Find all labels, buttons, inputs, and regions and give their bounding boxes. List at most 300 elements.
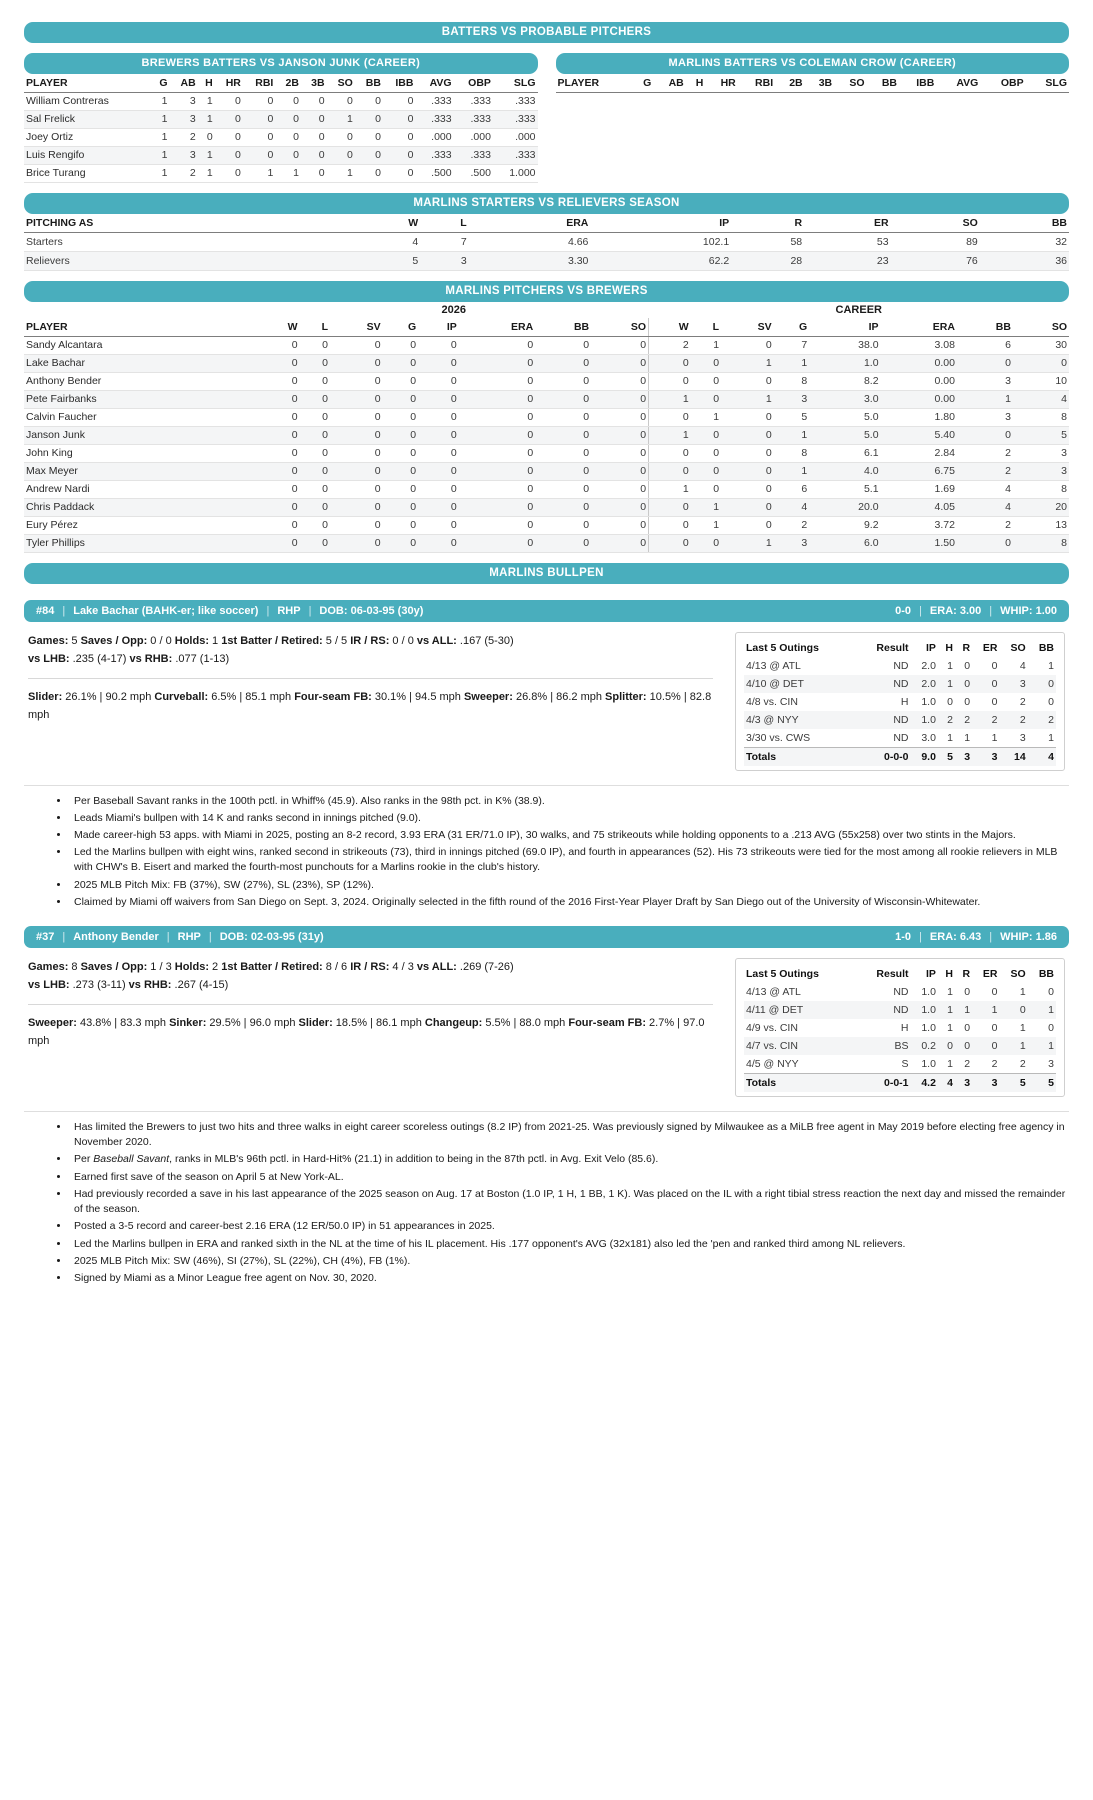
stat-cell: 76 <box>891 251 980 270</box>
column-header-ip: IP <box>590 214 731 233</box>
player-era: ERA: 6.43 <box>929 931 982 944</box>
stat-cell: 1.000 <box>493 164 538 182</box>
stat-cell: 1 <box>198 164 215 182</box>
banner-marlins-batters: MARLINS BATTERS VS COLEMAN CROW (CAREER) <box>556 53 1070 74</box>
stat-cell: 0 <box>300 390 330 408</box>
stat-cell: 0 <box>591 354 648 372</box>
outing-stat: 0 <box>947 695 953 708</box>
stat-cell: 0 <box>275 146 301 164</box>
outing-stat: 1.0 <box>921 1022 936 1035</box>
stat-cell: 0 <box>300 336 330 354</box>
column-header-so: SO <box>1010 641 1026 654</box>
player-notes-list <box>24 1120 1069 1286</box>
stat-cell: 53 <box>804 232 890 251</box>
stat-cell: 0 <box>300 498 330 516</box>
outing-row <box>744 693 1056 711</box>
stat-cell: 0 <box>535 480 591 498</box>
stat-cell: 0 <box>259 534 300 552</box>
stat-cell: 8 <box>1013 408 1069 426</box>
stat-cell: 0.00 <box>881 372 957 390</box>
note-item: • Posted a 3-5 record and career-best 2.16 ERA (12 ER/50.0 IP) in 51 appearances in 2025. <box>70 1219 1069 1234</box>
stat-cell: 0 <box>649 354 691 372</box>
column-header-so: SO <box>1010 968 1026 981</box>
outing-stat: 0 <box>991 986 998 999</box>
column-header-career-ip: IP <box>809 318 880 336</box>
stat-cell: 0 <box>301 164 327 182</box>
outing-row <box>744 1055 1056 1074</box>
stat-cell: 3 <box>170 146 198 164</box>
column-header-career-w: W <box>649 318 691 336</box>
stat-cell: 0 <box>330 354 383 372</box>
stat-cell: 5 <box>774 408 810 426</box>
stat-cell: 0 <box>535 516 591 534</box>
stat-cell: 8 <box>774 372 810 390</box>
stat-cell: 0 <box>383 480 419 498</box>
stat-cell: 1 <box>721 354 774 372</box>
stat-cell: 7 <box>420 232 468 251</box>
outing-stat: 1.0 <box>921 1058 936 1071</box>
stat-cell: 6.1 <box>809 444 880 462</box>
outings-total-cell: Totals <box>744 1074 857 1093</box>
stat-cell: 1 <box>152 146 170 164</box>
outing-stat: 2 <box>991 1058 998 1071</box>
column-header-season-l: L <box>300 318 330 336</box>
column-header-bb: BB <box>1038 968 1054 981</box>
stat-cell: 0 <box>215 128 243 146</box>
player-throwing-hand: RHP <box>177 931 201 944</box>
stat-label: vs RHB: <box>129 652 173 665</box>
stat-cell: 0 <box>243 92 275 110</box>
stat-cell: 1.0 <box>809 354 880 372</box>
group-header-spacer <box>24 302 259 319</box>
column-header-season-era: ERA <box>459 318 535 336</box>
table-row <box>24 110 538 128</box>
player-card-stats <box>28 632 713 771</box>
note-item: • Has limited the Brewers to just two hits and three walks in eight career scoreless outings (8.2 IP) from 2021-25. Was previously signed by Milwaukee as a MiLB free agent in May 2019 before electing free agency in November 2020. <box>70 1120 1069 1150</box>
banner-marlins-bullpen: MARLINS BULLPEN <box>24 563 1069 584</box>
stat-cell: 1 <box>152 110 170 128</box>
stat-cell: .333 <box>415 146 453 164</box>
stat-cell: 0 <box>418 498 459 516</box>
column-header-slg: SLG <box>493 74 538 92</box>
table-row <box>24 426 1069 444</box>
column-header-result: Result <box>876 968 909 981</box>
stat-label: Holds: <box>174 634 209 647</box>
stat-cell: 0 <box>383 516 419 534</box>
column-header-2b: 2B <box>775 74 805 92</box>
stat-cell: 0 <box>383 164 415 182</box>
outing-stat: 2.0 <box>921 659 936 672</box>
stat-cell: 0 <box>418 372 459 390</box>
outings-total-cell: 4.2 <box>911 1074 938 1093</box>
outing-stat: BS <box>894 1040 909 1053</box>
note-item: • Made career-high 53 apps. with Miami in 2025, posting an 8-2 record, 3.93 ERA (31 ER/71.0 IP), 30 walks, and 75 strikeouts while holding opponents to a .213 AVG (55x258) over two stints in the Majors. <box>70 828 1069 843</box>
stat-cell: 0 <box>383 336 419 354</box>
stat-cell: 0 <box>259 426 300 444</box>
divider: | <box>919 604 922 617</box>
brewers-batters-panel <box>24 53 538 183</box>
outing-row <box>744 1001 1056 1019</box>
stat-cell: 0 <box>383 444 419 462</box>
stat-label: 1st Batter / Retired: <box>221 961 323 974</box>
table-row <box>24 146 538 164</box>
stat-label: vs LHB: <box>28 979 70 992</box>
stat-cell: 0 <box>300 462 330 480</box>
stat-cell: 8 <box>774 444 810 462</box>
stat-cell: 0 <box>300 372 330 390</box>
stat-label: Sinker: <box>169 1017 207 1030</box>
stat-cell: 5 <box>1013 426 1069 444</box>
stat-cell: 30 <box>1013 336 1069 354</box>
stat-cell: 4 <box>355 232 420 251</box>
note-item: • Leads Miami's bullpen with 14 K and ranks second in innings pitched (9.0). <box>70 811 1069 826</box>
outing-stat: 4 <box>1019 659 1026 672</box>
column-header-h: H <box>686 74 706 92</box>
row-label: Joey Ortiz <box>24 128 152 146</box>
player-name: Anthony Bender <box>73 931 159 944</box>
stat-cell: 0 <box>691 426 721 444</box>
stat-cell: 3.72 <box>881 516 957 534</box>
column-header-ip: IP <box>926 968 936 981</box>
note-item: • Led the Marlins bullpen with eight wins, ranked second in strikeouts (73), third in innings pitched (69.0 IP), and fourth in appearances (52). His 73 strikeouts were tied for the most among all rookie relievers in MLB with CHW's B. Eisert and marked the fourth-most punchouts for a Marlins rookie in the club's history. <box>70 845 1069 875</box>
stat-cell: 0 <box>418 408 459 426</box>
stat-cell: 32 <box>980 232 1069 251</box>
stat-cell: 0 <box>243 110 275 128</box>
stat-cell: 0 <box>418 390 459 408</box>
outing-stat: 1 <box>964 1004 971 1017</box>
row-label: Luis Rengifo <box>24 146 152 164</box>
outing-date: 4/9 vs. CIN <box>746 1022 798 1035</box>
player-card-header <box>24 600 1069 622</box>
column-header-bb: BB <box>867 74 899 92</box>
stat-cell: 3 <box>774 390 810 408</box>
stat-cell: 7 <box>774 336 810 354</box>
column-header-rbi: RBI <box>738 74 775 92</box>
player-notes <box>24 785 1069 911</box>
stat-label: vs ALL: <box>416 634 457 647</box>
stat-label: Games: <box>28 634 69 647</box>
outing-stat: 0 <box>991 677 998 690</box>
player-pitch-mix: Sweeper: 43.8% | 83.3 mph Sinker: 29.5% | 96.0 mph Slider: 18.5% | 86.1 mph Changeup: 5.5% | 88.0 mph Four-seam FB: 2.7% | 97.0 mph <box>28 1017 705 1048</box>
banner-brewers-batters: BREWERS BATTERS VS JANSON JUNK (CAREER) <box>24 53 538 74</box>
divider <box>28 1004 713 1005</box>
column-header-avg: AVG <box>415 74 453 92</box>
stat-cell: 6.0 <box>809 534 880 552</box>
player-dob: DOB: 06-03-95 (30y) <box>319 604 424 617</box>
stat-cell: 10 <box>1013 372 1069 390</box>
stat-cell: 1 <box>327 164 355 182</box>
outing-row <box>744 1037 1056 1055</box>
stat-cell: 1.50 <box>881 534 957 552</box>
stat-cell: 0 <box>459 336 535 354</box>
banner-batters-vs-probable-pitchers: BATTERS VS PROBABLE PITCHERS <box>24 22 1069 43</box>
last-5-outings-table <box>744 639 1056 766</box>
stat-label: Slider: <box>28 690 63 703</box>
stat-cell: 0 <box>301 146 327 164</box>
stat-cell: 0 <box>418 516 459 534</box>
stat-label: vs ALL: <box>416 961 457 974</box>
stat-cell: 36 <box>980 251 1069 270</box>
stat-cell: 1 <box>275 164 301 182</box>
column-header-obp: OBP <box>454 74 493 92</box>
outing-date: 4/8 vs. CIN <box>746 695 798 708</box>
player-card <box>24 600 1069 911</box>
outing-stat: 1 <box>991 731 998 744</box>
outing-stat: 2 <box>1048 713 1054 726</box>
column-header-career-bb: BB <box>957 318 1013 336</box>
stat-cell: 5.0 <box>809 426 880 444</box>
marlins-batters-panel <box>556 53 1070 183</box>
stat-label: vs RHB: <box>128 979 172 992</box>
stat-cell: 0 <box>259 480 300 498</box>
outings-total-cell: Totals <box>744 747 857 766</box>
column-header-h: H <box>945 968 953 981</box>
outing-row <box>744 657 1056 675</box>
column-header-player: PLAYER <box>24 74 152 92</box>
column-header-slg: SLG <box>1026 74 1069 92</box>
column-header-r: R <box>731 214 804 233</box>
outing-stat: 1 <box>1019 986 1026 999</box>
row-label: Starters <box>24 232 355 251</box>
stat-cell: 0 <box>418 336 459 354</box>
stat-cell: 6 <box>774 480 810 498</box>
table-row <box>24 390 1069 408</box>
table-row <box>24 444 1069 462</box>
outing-stat: 0 <box>991 659 998 672</box>
outing-stat: 1 <box>991 1004 998 1017</box>
column-header-so: SO <box>327 74 355 92</box>
outing-stat: 0 <box>1019 1004 1026 1017</box>
table-row <box>24 336 1069 354</box>
table-row <box>24 251 1069 270</box>
stat-cell: 0 <box>721 408 774 426</box>
stat-cell: 0 <box>721 516 774 534</box>
column-header-3b: 3B <box>805 74 835 92</box>
stat-cell: 0 <box>330 444 383 462</box>
player-card-identity <box>36 931 324 943</box>
row-label: Pete Fairbanks <box>24 390 259 408</box>
stat-cell: 0 <box>535 498 591 516</box>
outing-stat: 1 <box>947 677 953 690</box>
player-notes <box>24 1111 1069 1286</box>
column-header-ibb: IBB <box>899 74 936 92</box>
outing-stat: 1 <box>1048 1040 1054 1053</box>
stat-label: Four-seam FB: <box>568 1017 646 1030</box>
outing-row <box>744 711 1056 729</box>
column-header-season-ip: IP <box>418 318 459 336</box>
outing-stat: H <box>900 1022 909 1035</box>
outing-stat: 0 <box>964 1040 971 1053</box>
column-header-player: PLAYER <box>24 318 259 336</box>
stat-cell: 0 <box>721 498 774 516</box>
outing-stat: 1 <box>947 1022 953 1035</box>
stat-cell: 4 <box>774 498 810 516</box>
divider <box>28 678 713 679</box>
stat-label: Changeup: <box>424 1017 483 1030</box>
divider: | <box>208 931 212 944</box>
player-splits-line-2: vs LHB: .273 (3-11) vs RHB: .267 (4-15) <box>28 979 229 992</box>
outing-stat: 0.2 <box>921 1040 936 1053</box>
stat-cell: 1 <box>691 516 721 534</box>
stat-cell: 0 <box>691 372 721 390</box>
outing-row <box>744 729 1056 748</box>
player-card-identity <box>36 605 423 617</box>
stat-cell: 0 <box>259 516 300 534</box>
stat-cell: 0 <box>535 462 591 480</box>
stat-cell: 0 <box>300 354 330 372</box>
column-header-bb: BB <box>355 74 383 92</box>
stat-label: IR / RS: <box>350 634 390 647</box>
stat-label: 1st Batter / Retired: <box>221 634 323 647</box>
column-header-career-g: G <box>774 318 810 336</box>
row-label: William Contreras <box>24 92 152 110</box>
outing-date: 4/11 @ DET <box>746 1004 804 1017</box>
column-header-era: ERA <box>469 214 591 233</box>
stat-cell: 0 <box>383 390 419 408</box>
table-group-header-row <box>24 302 1069 319</box>
stat-cell: 0 <box>330 498 383 516</box>
stat-cell: 0 <box>691 354 721 372</box>
column-header-last-5-outings: Last 5 Outings <box>746 641 819 654</box>
table-row <box>24 232 1069 251</box>
marlins-batters-table <box>556 74 1070 93</box>
column-header-obp: OBP <box>980 74 1025 92</box>
stat-cell: 0 <box>591 390 648 408</box>
outing-stat: 0 <box>964 695 971 708</box>
outings-total-cell: 5 <box>1028 1074 1056 1093</box>
column-header-career-era: ERA <box>881 318 957 336</box>
stat-cell: 0 <box>459 372 535 390</box>
stat-cell: 0 <box>215 110 243 128</box>
stat-cell: 1 <box>152 92 170 110</box>
stat-cell: .333 <box>454 146 493 164</box>
column-header-pitching-as: PITCHING AS <box>24 214 355 233</box>
stat-cell: 0 <box>459 462 535 480</box>
outing-date: 4/7 vs. CIN <box>746 1040 798 1053</box>
stat-cell: 1.69 <box>881 480 957 498</box>
column-header-season-bb: BB <box>535 318 591 336</box>
stat-cell: 0 <box>459 480 535 498</box>
stat-cell: 0 <box>535 534 591 552</box>
row-label: Andrew Nardi <box>24 480 259 498</box>
stat-label: Curveball: <box>154 690 209 703</box>
table-row <box>24 128 538 146</box>
brewers-batters-table <box>24 74 538 183</box>
stat-cell: 0 <box>330 480 383 498</box>
stat-cell: 0 <box>300 480 330 498</box>
player-splits-line-2: vs LHB: .235 (4-17) vs RHB: .077 (1-13) <box>28 652 230 665</box>
outing-stat: 0 <box>947 1040 953 1053</box>
row-label: Chris Paddack <box>24 498 259 516</box>
stat-cell: 2 <box>649 336 691 354</box>
stat-cell: 0 <box>1013 354 1069 372</box>
player-pitch-mix: Slider: 26.1% | 90.2 mph Curveball: 6.5% | 85.1 mph Four-seam FB: 30.1% | 94.5 mph Sweeper: 26.8% | 86.2 mph Splitter: 10.5% | 82.8 mph <box>28 690 712 721</box>
note-item: • Per Baseball Savant, ranks in MLB's 96th pctl. in Hard-Hit% (21.1) in addition to being in the 87th pctl. in Avg. Exit Velo (85.6). <box>70 1152 1069 1167</box>
stat-cell: 4.66 <box>469 232 591 251</box>
outing-stat: 0 <box>964 659 971 672</box>
stat-cell: 0 <box>535 336 591 354</box>
stat-cell: 0 <box>383 498 419 516</box>
outing-stat: 0 <box>964 1022 971 1035</box>
stat-cell: 0 <box>535 390 591 408</box>
outing-stat: 1.0 <box>921 695 936 708</box>
stat-label: Four-seam FB: <box>294 690 372 703</box>
stat-cell: 0 <box>275 110 301 128</box>
column-header-player: PLAYER <box>556 74 633 92</box>
note-item: • Claimed by Miami off waivers from San Diego on Sept. 3, 2024. Originally selected in the fifth round of the 2016 First-Year Player Draft by San Diego out of the University of Wisconsin-Whitewater. <box>70 895 1069 910</box>
player-card-outings <box>735 958 1065 1097</box>
stat-label: Slider: <box>298 1017 333 1030</box>
stat-cell: 20.0 <box>809 498 880 516</box>
column-header-result: Result <box>876 641 909 654</box>
stat-cell: 3 <box>957 372 1013 390</box>
stat-cell: 0 <box>275 128 301 146</box>
batters-section <box>24 53 1069 183</box>
divider: | <box>166 931 170 944</box>
column-header-ip: IP <box>926 641 936 654</box>
stat-cell: 8 <box>1013 534 1069 552</box>
outing-stat: ND <box>893 986 909 999</box>
player-card-season-line <box>895 931 1057 943</box>
outing-stat: 2 <box>964 713 971 726</box>
outing-stat: 0 <box>1048 1022 1054 1035</box>
stat-cell: 0 <box>355 92 383 110</box>
table-row <box>24 480 1069 498</box>
stat-cell: 1 <box>691 336 721 354</box>
note-item: • 2025 MLB Pitch Mix: FB (37%), SW (27%), SL (23%), SP (12%). <box>70 878 1069 893</box>
row-label: Eury Pérez <box>24 516 259 534</box>
stat-cell: 0 <box>330 408 383 426</box>
stat-cell: .333 <box>454 92 493 110</box>
stat-cell: 1 <box>957 390 1013 408</box>
outing-stat: 3 <box>1019 731 1026 744</box>
stat-cell: 2.84 <box>881 444 957 462</box>
note-item: • Earned first save of the season on April 5 at New York-AL. <box>70 1170 1069 1185</box>
stat-cell: 1 <box>649 426 691 444</box>
outings-total-cell: 5 <box>938 747 955 766</box>
last-5-outings-table <box>744 965 1056 1092</box>
stat-cell: 0 <box>259 354 300 372</box>
table-row <box>24 408 1069 426</box>
outing-stat: 1.0 <box>921 1004 936 1017</box>
player-name: Lake Bachar (BAHK-er; like soccer) <box>73 604 259 617</box>
stat-cell: 0 <box>591 444 648 462</box>
table-header-row <box>24 74 538 92</box>
column-header-ibb: IBB <box>383 74 415 92</box>
outings-total-cell: 0-0-1 <box>857 1074 910 1093</box>
column-header-season-g: G <box>383 318 419 336</box>
divider: | <box>989 931 993 944</box>
stat-cell: 0 <box>300 426 330 444</box>
stat-cell: 5 <box>355 251 420 270</box>
stat-cell: 8.2 <box>809 372 880 390</box>
outing-stat: 0 <box>964 986 971 999</box>
outing-date: 4/13 @ ATL <box>746 986 801 999</box>
table-header-row <box>24 214 1069 233</box>
stat-cell: 0 <box>418 480 459 498</box>
outings-total-cell: 3 <box>972 747 999 766</box>
outing-stat: ND <box>893 1004 909 1017</box>
starters-relievers-table <box>24 214 1069 271</box>
stat-cell: 0 <box>301 110 327 128</box>
table-row <box>24 498 1069 516</box>
stat-cell: 0 <box>591 336 648 354</box>
player-card-stats <box>28 958 713 1097</box>
stat-cell: 3 <box>1013 444 1069 462</box>
stat-cell: 0 <box>535 444 591 462</box>
stat-cell: 2 <box>957 462 1013 480</box>
outing-stat: 2 <box>1019 713 1026 726</box>
